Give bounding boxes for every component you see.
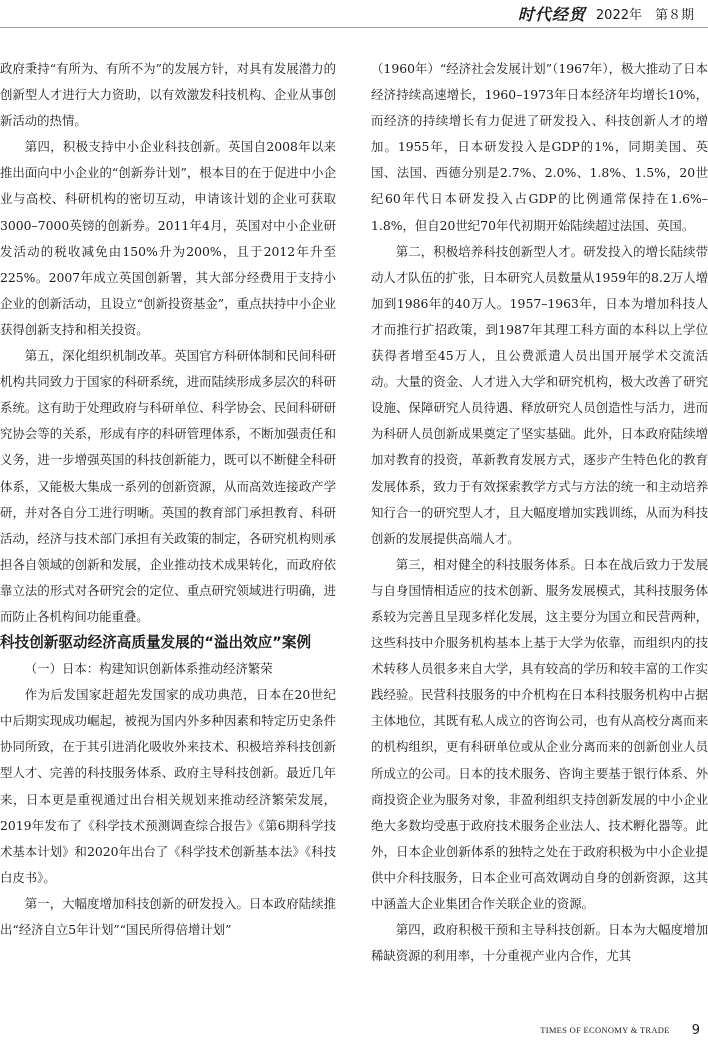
left-paragraph-1: 政府秉持“有所为、有所不为”的发展方针，对具有发展潜力的创新型人才进行大力资助，以有效激发科技机构、企业从事创新活动的热情。: [0, 61, 336, 129]
left-paragraph-3: 第五，深化组织机制改革。英国官方科研体制和民间科研机构共同致力于国家的科研系统，进而陆续形成多层次的科研系统。这有助于处理政府与科研单位、科学协会、民间科研研究协会等的关系，形成有序的科研管理体系，不断加强责任和义务，进一步增强英国的科技创新能力，既可以不断健全科研体系，又能极大集成一系列的创新资源，从而高效连接政产学研，并对各自分工进行明晰。英国的教育部门承担教育、科研活动，经济与技术部门承担有关政策的制定，各研究机构则承担各自领域的创新和发展，企业推动技术成果转化，而政府依靠立法的形式对各研究会的定位、重点研究领域进行明确，进而防止各机构间功能重叠。: [0, 348, 336, 624]
page-number: 9: [691, 1022, 700, 1038]
left-paragraph-5: 第一，大幅度增加科技创新的研发投入。日本政府陆续推出“经济自立5年计划”“国民所得倍增计划”: [0, 895, 336, 937]
left-column: [0, 56, 336, 943]
footer-journal-name: TIMES OF ECONOMY & TRADE: [540, 1025, 670, 1035]
issue-label: 2022年 第８期: [595, 7, 694, 23]
header-divider: [0, 27, 708, 28]
right-paragraph-3: 第三，相对健全的科技服务体系。日本在战后致力于发展与自身国情相适应的技术创新、服务发展模式，其科技服务体系较为完善且呈现多样化发展，这主要分为国立和民营两种，这些科技中介服务机构基本上基于大学为依靠，而组织内的技术转移人员很多来自大学，具有较高的学历和较丰富的工作实践经验。民营科技服务的中介机构在日本科技服务机构中占据主体地位，其既有私人成立的咨询公司，也有从高校分离而来的机构组织，更有科研单位或从企业分离而来的创新创业人员所成立的公司。日本的技术服务、咨询主要基于银行体系、外商投资企业为服务对象，非盈利组织支持创新发展的中小企业绝大多数均受惠于政府技术服务企业法人、技术孵化器等。此外，日本企业创新体系的独特之处在于政府积极为中小企业提供中介科技服务，日本企业可高效调动自身的创新资源，这其中涵盖大企业集团合作关联企业的资源。: [371, 556, 708, 911]
page-footer: [0, 1020, 708, 1040]
right-paragraph-2: 第二，积极培养科技创新型人才。研发投入的增长陆续带动人才队伍的扩张，日本研究人员数量从1959年的8.2万人增加到1986年的40万人。1957–1963年，日本为增加科技人才而推行扩招政策，到1987年其理工科方面的本科以上学位获得者增至45万人，且公费派遣人员出国开展学术交流活动。大量的资金、人才进入大学和研究机构，极大改善了研究设施、保障研究人员待遇、释放研究人员创造性与活力，进而为科研人员创新成果奠定了坚实基础。此外，日本政府陆续增加对教育的投资，革新教育发展方式，逐步产生特色化的教育发展体系，致力于有效探索教学方式与方法的统一和主动培养知行合一的研究型人才，且大幅度增加实践训练，从而为科技创新的发展提供高端人才。: [371, 243, 708, 546]
left-paragraph-4: 作为后发国家赶超先发国家的成功典范，日本在20世纪中后期实现成功崛起，被视为国内外多种因素和特定历史条件协同所致，在于其引进消化吸收外来技术、积极培养科技创新型人才、完善的科技服务体系、政府主导科技创新。最近几年来，日本更是重视通过出台相关规划来推动经济繁荣发展，2019年发布了《科学技术预测调查综合报告》《第6期科学技术基本计划》和2020年出台了《科学技术创新基本法》《科技白皮书》。: [0, 687, 336, 885]
right-paragraph-4: 第四，政府积极干预和主导科技创新。日本为大幅度增加稀缺资源的利用率，十分重视产业内合作，尤其: [371, 922, 708, 964]
page-header: [0, 0, 708, 26]
right-paragraph-1: （1960年）“经济社会发展计划”（1967年），极大推动了日本经济持续高速增长，1960–1973年日本经济年均增长10%，而经济的持续增长有力促进了研发投入、科技创新人才的增加。1955年，日本研发投入是GDP的1%，同期美国、英国、法国、西德分别是2.7%、2.0%、1.8%、1.5%，20世纪60年代日本研发投入占GDP的比例通常保持在1.6%–1.8%，但自20世纪70年代初期开始陆续超过法国、英国。: [371, 61, 708, 233]
right-column: [371, 56, 708, 969]
sub-heading-japan: （一）日本：构建知识创新体系推动经济繁荣: [24, 661, 273, 677]
journal-name: 时代经贸: [517, 4, 586, 24]
left-paragraph-2: 第四，积极支持中小企业科技创新。英国自2008年以来推出面向中小企业的“创新券计划”，根本目的在于促进中小企业与高校、科研机构的密切互动，申请该计划的企业可获取3000–7000英镑的创新券。2011年4月，英国对中小企业研发活动的税收减免由150%升为200%，且于2012年升至225%。2007年成立英国创新署，其大部分经费用于支持小企业的创新活动，且设立“创新投资基金”，重点扶持中小企业获得创新支持和相关投资。: [0, 139, 336, 337]
section-heading: 科技创新驱动经济高质量发展的“溢出效应”案例: [0, 634, 312, 652]
